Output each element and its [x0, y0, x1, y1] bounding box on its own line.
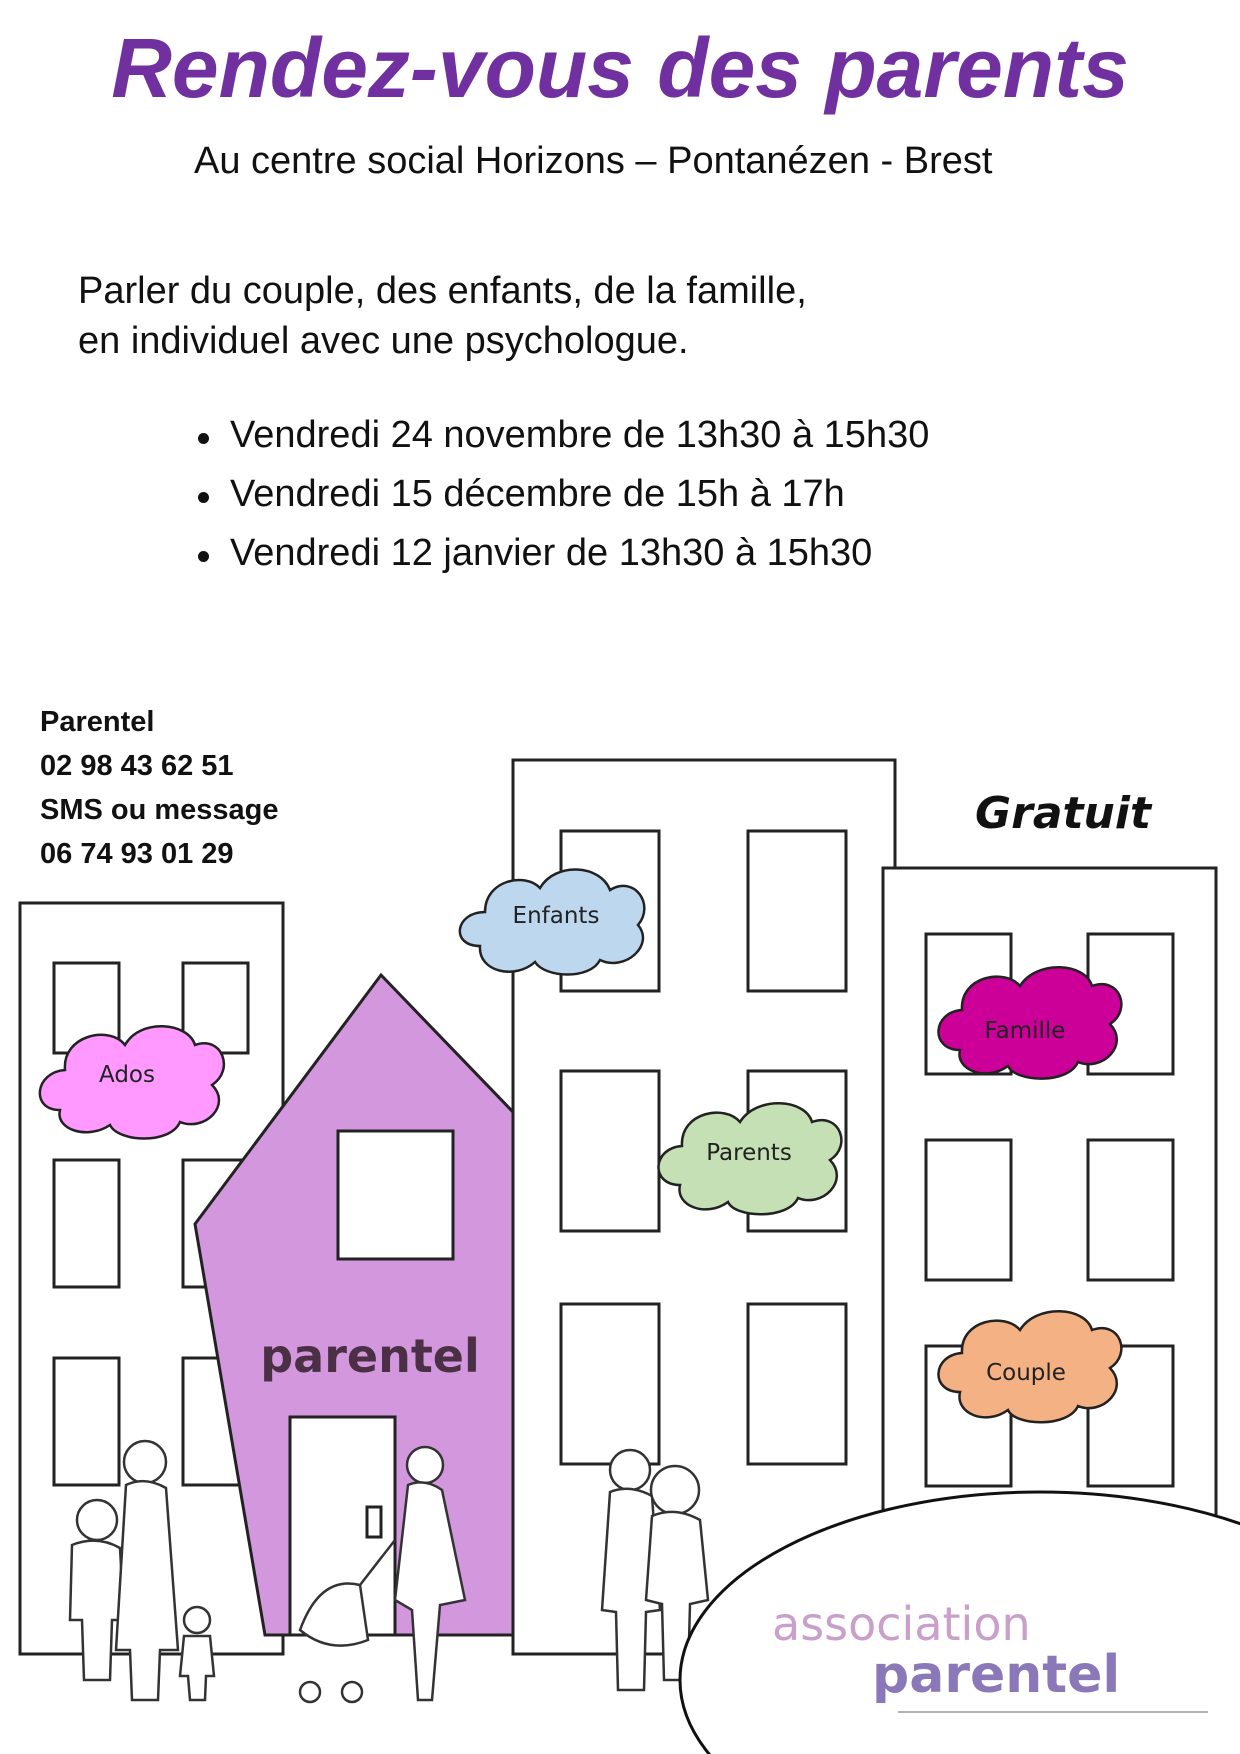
- intro-line-1: Parler du couple, des enfants, de la famille,: [78, 270, 807, 312]
- contact-phone[interactable]: 02 98 43 62 51: [40, 750, 234, 782]
- contact-name: Parentel: [40, 706, 155, 738]
- contact-block: [40, 700, 279, 876]
- intro-line-2: en individuel avec une psychologue.: [78, 320, 689, 362]
- page-title: Rendez-vous des parents: [111, 21, 1129, 115]
- date-item: Vendredi 24 novembre de 13h30 à 15h30: [198, 410, 929, 469]
- date-item: Vendredi 12 janvier de 13h30 à 15h30: [198, 528, 929, 587]
- location-subtitle: Au centre social Horizons – Pontanézen - Brest: [194, 140, 993, 182]
- logo-line-2: parentel: [872, 1645, 1121, 1705]
- cloud-label: Enfants: [512, 903, 600, 929]
- date-item: Vendredi 15 décembre de 15h à 17h: [198, 469, 929, 528]
- cloud-label: Ados: [99, 1062, 155, 1088]
- cloud-label: Couple: [986, 1360, 1066, 1386]
- house-sign: parentel: [260, 1329, 480, 1383]
- contact-mobile[interactable]: 06 74 93 01 29: [40, 838, 234, 870]
- logo-line-1: association: [772, 1597, 1031, 1651]
- cloud-label: Parents: [706, 1140, 792, 1166]
- contact-sms-label: SMS ou message: [40, 794, 279, 826]
- price-label: Gratuit: [975, 788, 1151, 839]
- cloud-label: Famille: [984, 1018, 1066, 1044]
